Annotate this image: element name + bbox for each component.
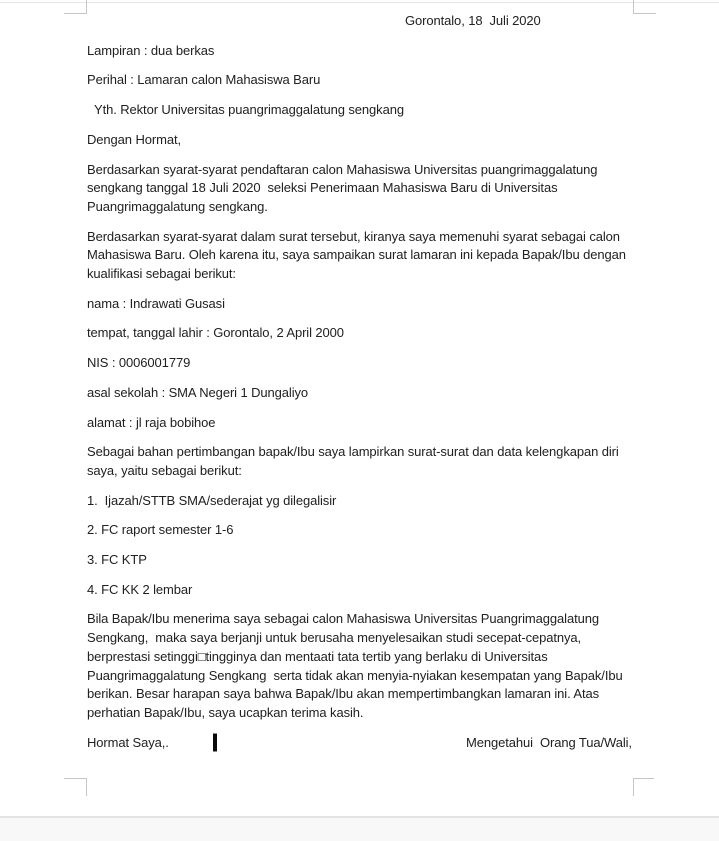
paragraph-lampiran-intro[interactable]: Sebagai bahan pertimbangan bapak/Ibu saya lampirkan surat-surat dan data kelengkapan diri saya, yaitu sebagai berikut: [87,444,619,478]
salutation-line[interactable]: Dengan Hormat, [87,131,181,147]
lampiran-line[interactable]: Lampiran : dua berkas [87,42,215,58]
signature-row[interactable] [87,734,633,753]
margin-mark-bottom-right [633,778,654,796]
page-top-edge [0,2,719,3]
margin-mark-top-right [633,0,656,14]
date-line[interactable]: Gorontalo, 18 Juli 2020 [405,13,541,28]
detail-alamat[interactable]: alamat : jl raja bobihoe [87,414,216,430]
attachment-item-2[interactable]: 2. FC raport semester 1-6 [87,522,234,538]
attachment-item-4[interactable]: 4. FC KK 2 lembar [87,581,193,597]
detail-tempat-tanggal-lahir[interactable]: tempat, tanggal lahir : Gorontalo, 2 April 2000 [87,325,344,341]
page-bottom-gap [0,816,719,841]
signature-right[interactable]: Mengetahui Orang Tua/Wali, [466,734,632,750]
signature-left[interactable]: Hormat Saya,. [87,734,169,750]
recipient-line[interactable]: Yth. Rektor Universitas puangrimaggalatung sengkang [94,102,404,118]
perihal-line[interactable]: Perihal : Lamaran calon Mahasiswa Baru [87,72,321,88]
paragraph-pendaftaran[interactable]: Berdasarkan syarat-syarat pendaftaran calon Mahasiswa Universitas puangrimaggalatung sengkang tanggal 18 Juli 2020 seleksi Penerimaan Mahasiswa Baru di Universitas Puangrimaggalatung sengkang. [87,161,598,214]
attachment-item-3[interactable]: 3. FC KTP [87,552,147,568]
letter-body[interactable] [87,12,633,753]
text-cursor [213,733,217,752]
paragraph-kualifikasi[interactable]: Berdasarkan syarat-syarat dalam surat tersebut, kiranya saya memenuhi syarat sebagai calon Mahasiswa Baru. Oleh karena itu, saya sampaikan surat lamaran ini kepada Bapak/Ibu dengan kualifikasi sebagai berikut: [87,228,626,282]
detail-nama[interactable]: nama : Indrawati Gusasi [87,295,225,311]
detail-asal-sekolah[interactable]: asal sekolah : SMA Negeri 1 Dungaliyo [87,384,309,400]
margin-mark-top-left [64,0,87,14]
margin-mark-bottom-left [64,778,87,796]
detail-nis[interactable]: NIS : 0006001779 [87,355,191,371]
paragraph-penutup[interactable]: Bila Bapak/Ibu menerima saya sebagai calon Mahasiswa Universitas Puangrimaggalatung Sengkang, maka saya berjanji untuk berusaha menyelesaikan studi secepat-cepatnya, berprestasi setinggi□tingginya dan mentaati tata tertib yang berlaku di Universitas Puangrimaggalatung Sengkang serta tidak akan menyia-nyiakan kesempatan yang Bapak/Ibu berikan. Besar harapan saya bahwa Bapak/Ibu akan mempertimbangkan lamaran ini. Atas perhatian Bapak/Ibu, saya ucapkan terima kasih. [87,611,623,720]
attachment-item-1[interactable]: 1. Ijazah/STTB SMA/sederajat yg dilegalisir [87,492,337,508]
